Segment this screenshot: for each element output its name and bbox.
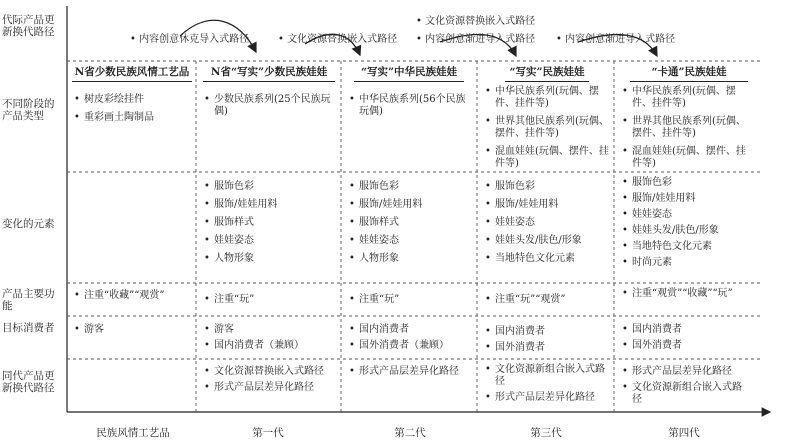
list-item: • 服饰色彩 (202, 181, 336, 193)
cell-types-2 (347, 94, 473, 124)
list-item: • 娃娃姿态 (202, 235, 336, 247)
column-heading-0: N省少数民族风情工艺品 (72, 66, 192, 79)
cell-elements-1 (202, 181, 336, 271)
list-item: • 服饰/娃娃用料 (483, 199, 611, 211)
axis-label-0: 民族风情工艺品 (96, 427, 170, 439)
axis-label-3: 第三代 (530, 427, 562, 439)
cell-function-4 (620, 288, 750, 306)
list-item: • 游客 (202, 324, 336, 336)
cell-consumers-1 (202, 324, 336, 358)
cell-function-2 (347, 294, 473, 312)
list-item: • 服饰色彩 (620, 177, 750, 188)
cell-paths-3 (483, 364, 611, 410)
list-item: • 少数民族系列(25个民族玩偶) (202, 94, 336, 118)
list-item: • 娃娃姿态 (483, 217, 611, 229)
axis-label-1: 第一代 (252, 427, 284, 439)
cell-paths-2 (347, 366, 473, 384)
list-item: • 服饰样式 (347, 217, 473, 229)
list-item: • 服饰色彩 (347, 181, 473, 193)
top-path-label-1: • 内容创意休克导入式路径 (130, 30, 249, 45)
list-item: • 当地特色文化元素 (483, 253, 611, 265)
list-item: • 形式产品层差异化路径 (347, 366, 473, 378)
cell-consumers-2 (347, 324, 473, 358)
row-label-path-same: 同代产品更新换代路径 (2, 370, 55, 394)
column-heading-4: “卡通”民族娃娃 (630, 66, 748, 79)
list-item: • 国内消费者（兼顾） (202, 340, 336, 352)
list-item: • 混血娃娃(玩偶、摆件、挂件等) (620, 146, 750, 170)
list-item: • 中华民族系列(玩偶、摆件、挂件等) (620, 86, 750, 110)
column-heading-2: “写实”中华民族娃娃 (354, 66, 464, 79)
list-item: • 服饰色彩 (483, 181, 611, 193)
list-item: • 服饰样式 (202, 217, 336, 229)
list-item: • 娃娃姿态 (347, 235, 473, 247)
cell-elements-3 (483, 181, 611, 271)
list-item: • 重彩画土陶制品 (72, 112, 194, 124)
list-item: • 世界其他民族系列(玩偶、摆件、挂件等) (483, 116, 611, 140)
cell-types-0 (72, 94, 194, 130)
axis-label-2: 第二代 (394, 427, 426, 439)
list-item: • 中华民族系列(56个民族玩偶) (347, 94, 473, 118)
list-item: • 时尚元素 (620, 257, 750, 268)
cell-elements-2 (347, 181, 473, 271)
row-label-function: 产品主要功能 (2, 288, 55, 312)
list-item: • 树皮彩绘挂件 (72, 94, 194, 106)
list-item: • 国外消费者 (620, 340, 750, 352)
list-item: • 国外消费者（兼顾） (347, 340, 473, 352)
list-item: • 国内消费者 (347, 324, 473, 336)
list-item: • 娃娃头发/肤色/形象 (620, 225, 750, 236)
list-item: • 文化资源替换嵌入式路径 (202, 366, 336, 378)
row-label-elements: 变化的元素 (2, 218, 55, 230)
list-item: • 形式产品层差异化路径 (202, 382, 336, 394)
list-item: • 中华民族系列(玩偶、摆件、挂件等) (483, 86, 611, 110)
list-item: • 文化资源新组合嵌入式路径 (620, 382, 750, 406)
cell-paths-1 (202, 366, 336, 400)
list-item: • 混血娃娃(玩偶、摆件、挂件等) (483, 146, 611, 170)
list-item: • 国内消费者 (620, 324, 750, 336)
top-path-label-2: • 文化资源替换嵌入式路径 (278, 30, 397, 45)
cell-types-1 (202, 94, 336, 124)
list-item: • 服饰/娃娃用料 (620, 193, 750, 204)
list-item: • 娃娃姿态 (620, 209, 750, 220)
list-item: • 人物形象 (202, 253, 336, 265)
top-path-label-3b: • 内容创意渐进导入式路径 (416, 30, 535, 45)
cell-function-3 (483, 294, 611, 312)
cell-paths-4 (620, 366, 750, 412)
top-path-label-4: • 内容创意渐进导入式路径 (556, 30, 675, 45)
cell-types-3 (483, 86, 611, 176)
list-item: • 注重“玩” (347, 294, 473, 306)
cell-function-0 (72, 290, 194, 308)
list-item: • 世界其他民族系列(玩偶、摆件、挂件等) (620, 116, 750, 140)
list-item: • 娃娃头发/肤色/形象 (483, 235, 611, 247)
row-label-consumers: 目标消费者 (2, 322, 55, 334)
list-item: • 注重“玩”“观赏” (483, 294, 611, 306)
list-item: • 文化资源新组合嵌入式路径 (483, 364, 611, 388)
column-heading-3: “写实”民族娃娃 (505, 66, 589, 79)
list-item: • 服饰/娃娃用料 (202, 199, 336, 211)
list-item: • 注重“收藏”“观赏” (72, 290, 194, 302)
list-item: • 形式产品层差异化路径 (483, 392, 611, 404)
list-item: • 人物形象 (347, 253, 473, 265)
cell-consumers-4 (620, 324, 750, 358)
axis-label-4: 第四代 (668, 427, 700, 439)
cell-function-1 (202, 294, 336, 312)
list-item: • 当地特色文化元素 (620, 241, 750, 252)
cell-consumers-3 (483, 326, 611, 360)
list-item: • 注重“玩” (202, 294, 336, 306)
top-path-label-3a: • 文化资源替换嵌入式路径 (416, 12, 535, 27)
list-item: • 国外消费者 (483, 342, 611, 354)
cell-consumers-0 (72, 324, 194, 342)
list-item: • 国内消费者 (483, 326, 611, 338)
row-label-types: 不同阶段的产品类型 (2, 98, 55, 122)
list-item: • 游客 (72, 324, 194, 336)
row-label-path-top: 代际产品更新换代路径 (2, 14, 55, 38)
column-heading-1: N省“写实”少数民族娃娃 (203, 66, 335, 79)
list-item: • 注重“观赏”“收藏”“玩” (620, 288, 750, 300)
cell-types-4 (620, 86, 750, 176)
list-item: • 服饰/娃娃用料 (347, 199, 473, 211)
list-item: • 形式产品层差异化路径 (620, 366, 750, 378)
cell-elements-4 (620, 177, 750, 273)
